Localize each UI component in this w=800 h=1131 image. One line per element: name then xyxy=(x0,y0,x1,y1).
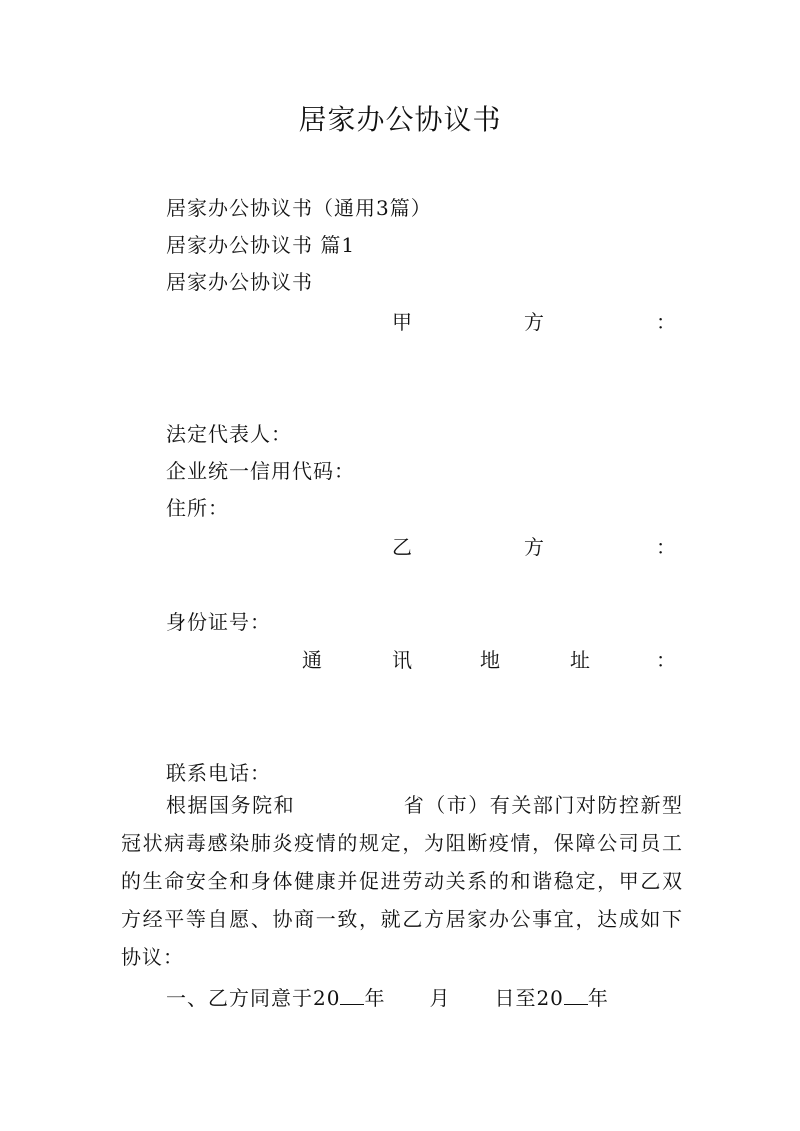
party-b-char1: 乙 xyxy=(392,535,412,559)
id-number-label: 身份证号： xyxy=(166,610,271,634)
paragraph-part1: 根据国务院和 xyxy=(166,793,296,817)
clause-1-year1: 年 xyxy=(364,986,386,1010)
credit-code-label: 企业统一信用代码： xyxy=(166,459,355,483)
mailing-char2: 讯 xyxy=(392,648,412,672)
phone-label: 联系电话： xyxy=(166,761,271,785)
party-b-colon: ： xyxy=(656,535,676,559)
clause-1-year2: 年 xyxy=(587,986,609,1010)
clause-1-start: 一、乙方同意于20 xyxy=(166,986,341,1010)
document-title: 居家办公协议书 xyxy=(298,103,502,136)
year-blank-2 xyxy=(564,986,588,1005)
mailing-char1: 通 xyxy=(302,648,322,672)
year-blank-1 xyxy=(340,986,364,1005)
party-b-char2: 方 xyxy=(524,535,544,559)
party-a-colon: ： xyxy=(656,310,676,334)
party-a-char1: 甲 xyxy=(392,310,412,334)
mailing-char4: 址 xyxy=(570,648,590,672)
address-label: 住所： xyxy=(166,496,229,520)
subtitle-general: 居家办公协议书（通用3篇） xyxy=(166,196,432,220)
legal-rep-label: 法定代表人： xyxy=(166,422,292,446)
party-a-char2: 方 xyxy=(524,310,544,334)
subtitle-part: 居家办公协议书 篇1 xyxy=(166,233,356,257)
subtitle-short: 居家办公协议书 xyxy=(166,270,313,294)
agreement-paragraph xyxy=(121,786,683,976)
clause-1-day-to: 日至20 xyxy=(494,986,564,1010)
clause-1-month: 月 xyxy=(429,986,451,1010)
mailing-colon: ： xyxy=(656,648,676,672)
mailing-char3: 地 xyxy=(480,648,500,672)
clause-1 xyxy=(166,982,609,1011)
paragraph-part2: 省（市）有关部门对防控新型冠状病毒感染肺炎疫情的规定，为阻断疫情，保障公司员工的生命安全和身体健康并促进劳动关系的和谐稳定，甲乙双方经平等自愿、协商一致，就乙方居家办公事宜，达成如下协议： xyxy=(121,793,684,969)
